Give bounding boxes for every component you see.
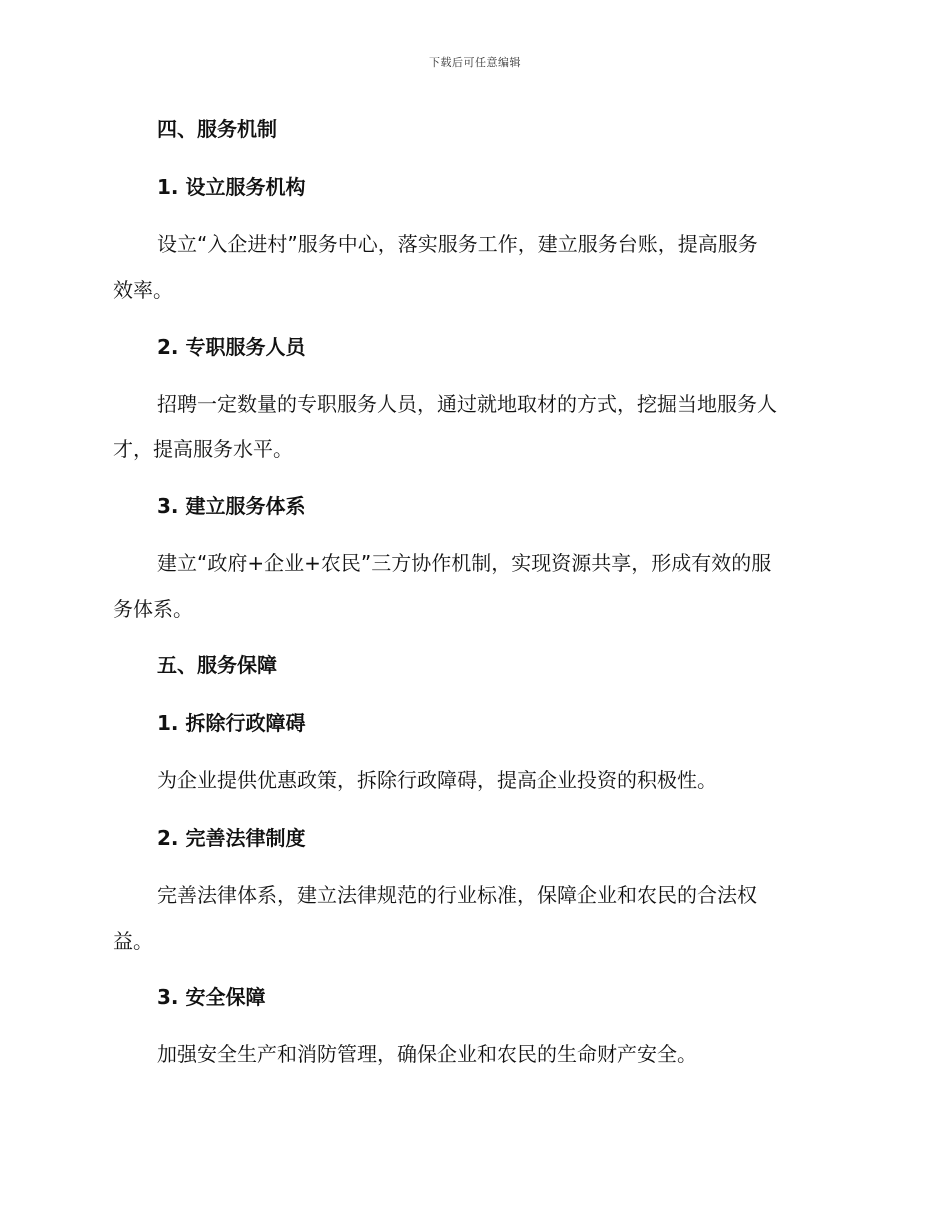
- subheading-5-2: 2. 完善法律制度: [157, 826, 306, 850]
- paragraph-5-2-line-2: 益。: [113, 929, 153, 953]
- paragraph-4-2-line-1: 招聘一定数量的专职服务人员，通过就地取材的方式，挖掘当地服务人: [157, 392, 777, 416]
- paragraph-4-1-line-1: 设立“入企进村”服务中心，落实服务工作，建立服务台账，提高服务: [157, 232, 758, 256]
- paragraph-4-2-line-2: 才，提高服务水平。: [113, 437, 293, 461]
- section-heading-4: 四、服务机制: [157, 117, 277, 141]
- paragraph-4-1-line-2: 效率。: [113, 278, 173, 302]
- paragraph-4-3-line-2: 务体系。: [113, 597, 193, 621]
- page-header: 下载后可任意编辑: [429, 56, 521, 69]
- subheading-4-1: 1. 设立服务机构: [157, 175, 306, 199]
- subheading-4-3: 3. 建立服务体系: [157, 494, 306, 518]
- subheading-5-1: 1. 拆除行政障碍: [157, 711, 306, 735]
- paragraph-5-3-line-1: 加强安全生产和消防管理，确保企业和农民的生命财产安全。: [157, 1042, 697, 1066]
- paragraph-5-1-line-1: 为企业提供优惠政策，拆除行政障碍，提高企业投资的积极性。: [157, 768, 717, 792]
- subheading-5-3: 3. 安全保障: [157, 985, 266, 1009]
- paragraph-4-3-line-1: 建立“政府+企业+农民”三方协作机制，实现资源共享，形成有效的服: [157, 551, 772, 575]
- paragraph-5-2-line-1: 完善法律体系，建立法律规范的行业标准，保障企业和农民的合法权: [157, 883, 757, 907]
- subheading-4-2: 2. 专职服务人员: [157, 335, 306, 359]
- section-heading-5: 五、服务保障: [157, 653, 277, 677]
